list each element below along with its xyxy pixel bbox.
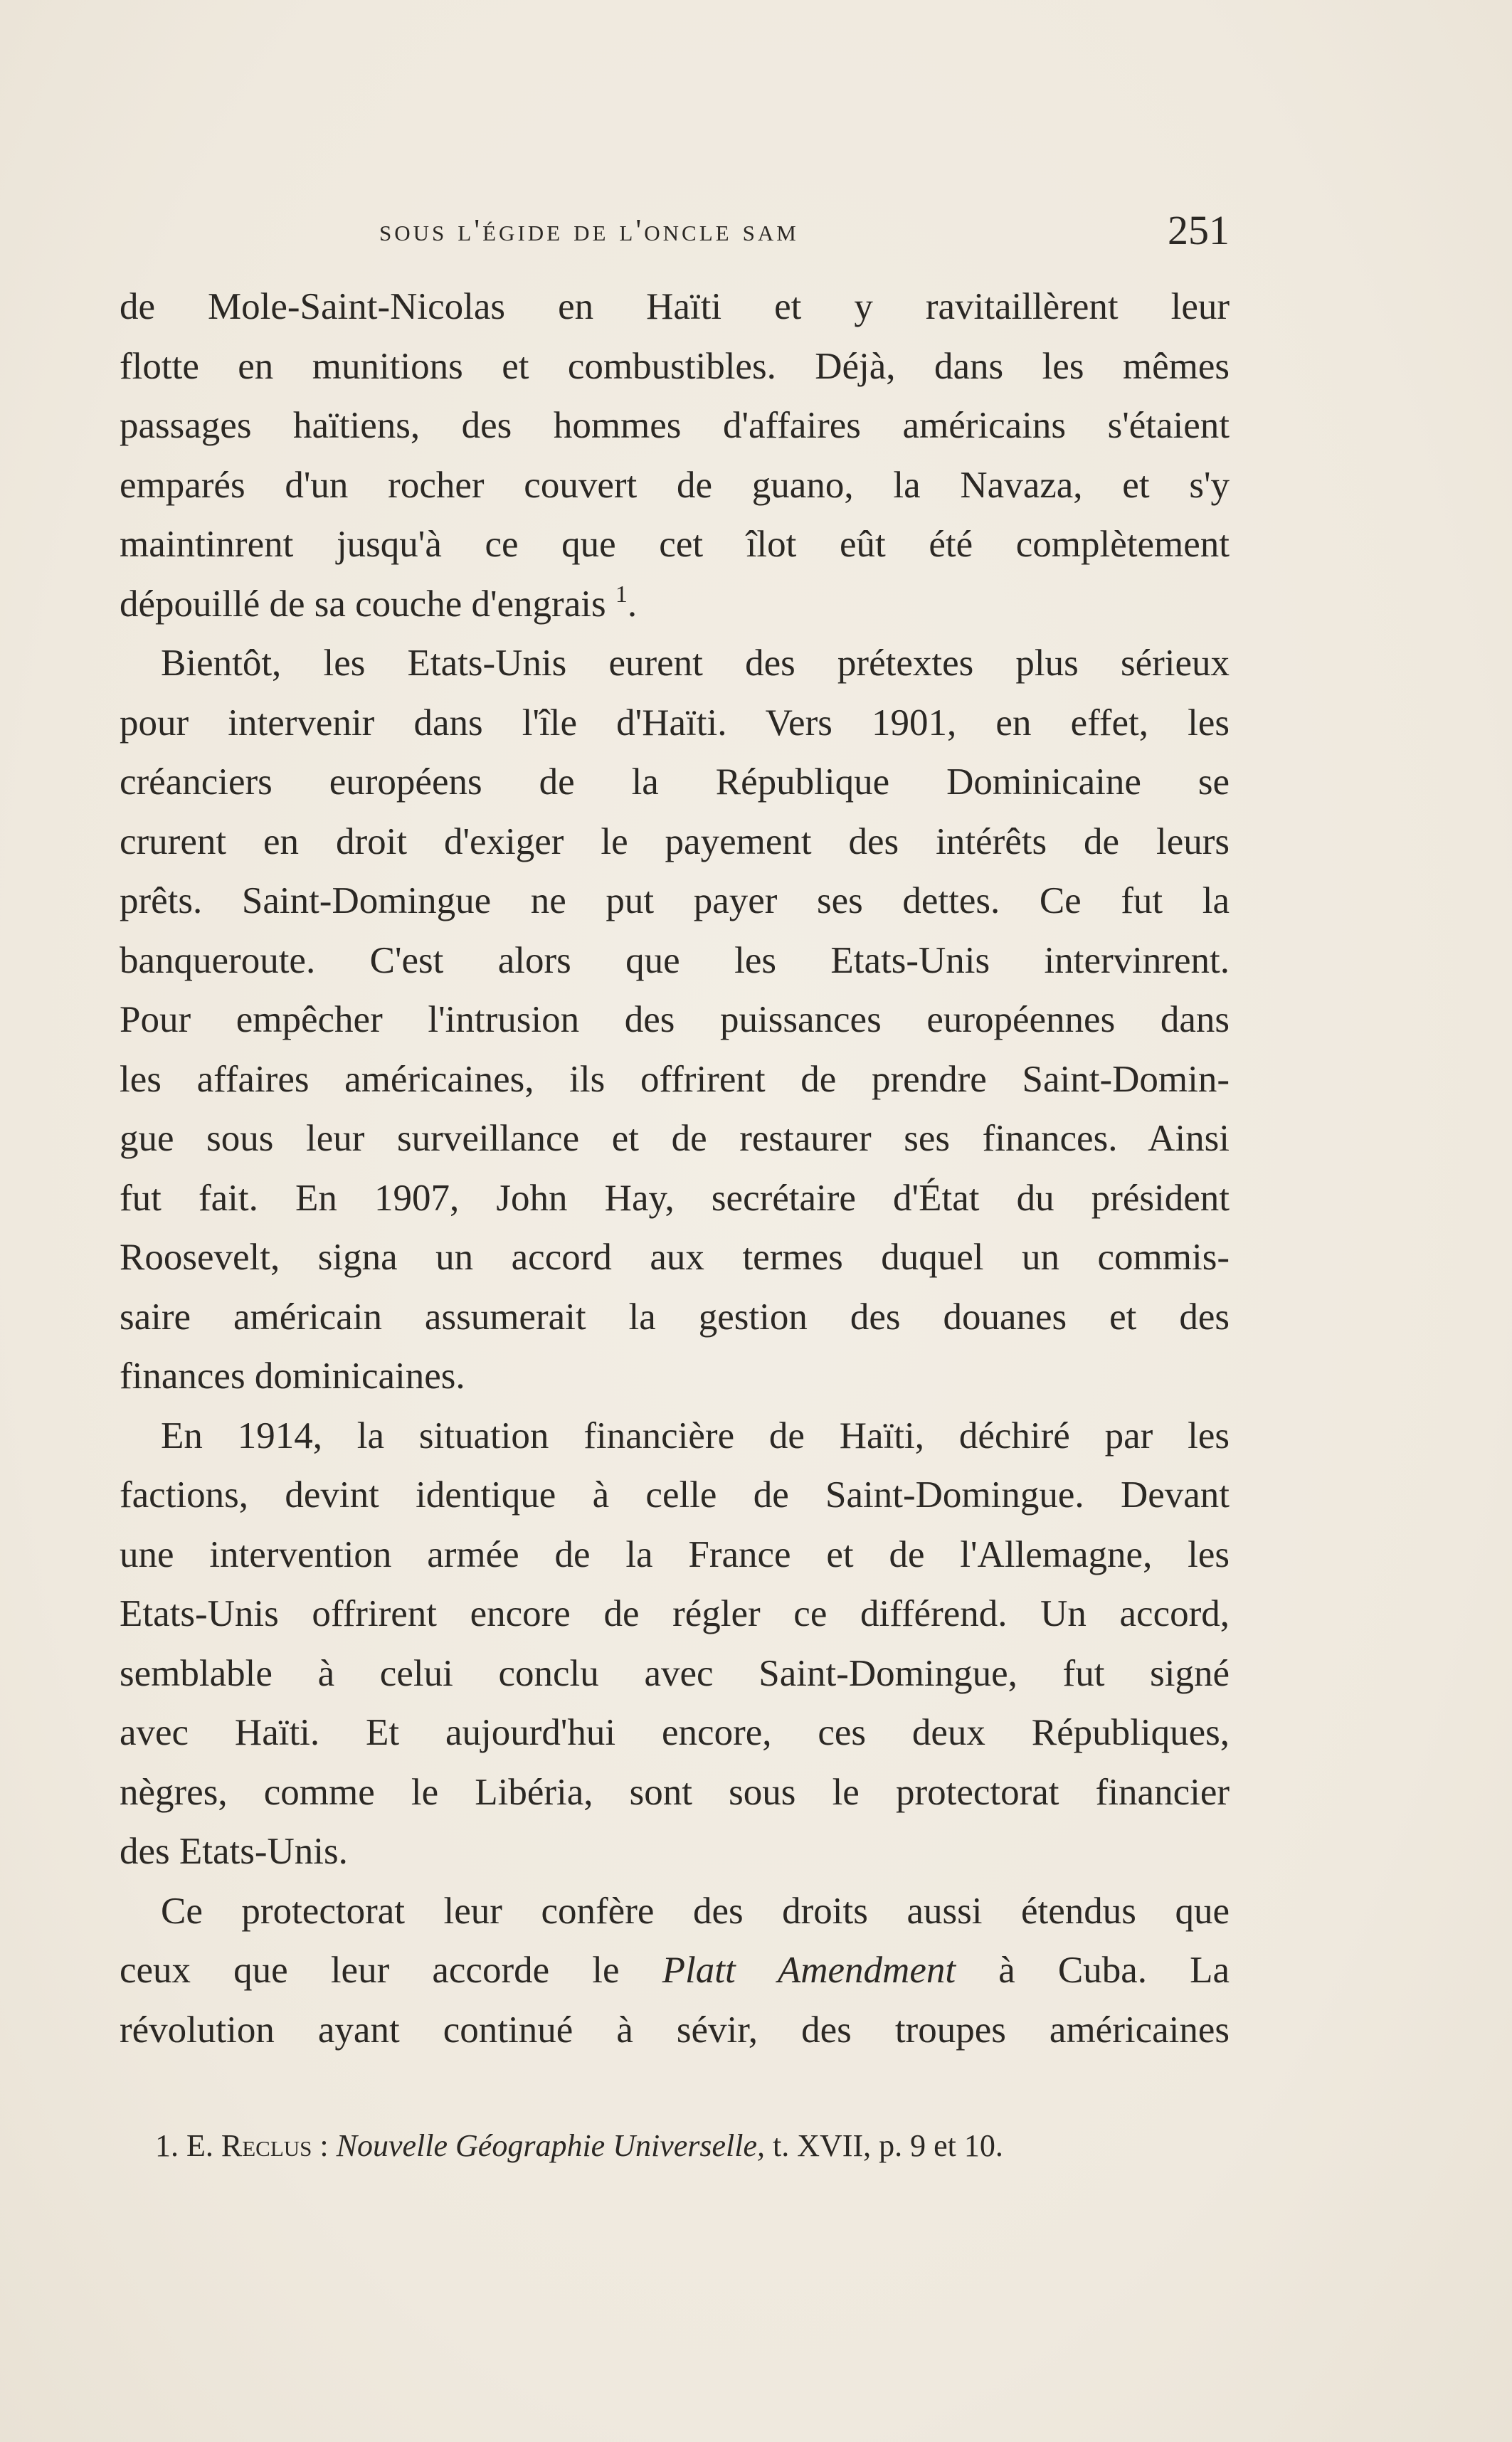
- text-line-part: dépouillé de sa couche d'engrais: [120, 583, 606, 625]
- text-line: Roosevelt, signa un accord aux termes duquel un commis-: [120, 1237, 1230, 1278]
- text-line-part: à Cuba. La: [998, 1950, 1230, 1991]
- text-line: de Mole-Saint-Nicolas en Haïti et y ravitaillèrent leur: [120, 286, 1230, 327]
- text-line: [120, 575, 1230, 635]
- running-title: sous l'égide de l'oncle sam: [379, 213, 799, 248]
- text-line: une intervention armée de la France et de l'Allemagne, les: [120, 1533, 1230, 1575]
- text-line-part: ceux que leur accorde le: [120, 1950, 620, 1991]
- text-line: avec Haïti. Et aujourd'hui encore, ces deux Républiques,: [120, 1712, 1230, 1753]
- page-number: 251: [1168, 207, 1230, 253]
- text-line: Bientôt, les Etats-Unis eurent des prétextes plus sérieux: [161, 643, 1230, 684]
- text-line: maintinrent jusqu'à ce que cet îlot eût été complètement: [120, 524, 1230, 565]
- footnote-reference: 1: [615, 581, 628, 608]
- text-line: finances dominicaines.: [120, 1355, 465, 1397]
- text-line: banqueroute. C'est alors que les Etats-Unis intervinrent.: [120, 939, 1230, 981]
- text-line: les affaires américaines, ils offrirent de prendre Saint-Domin-: [120, 1058, 1230, 1100]
- text-line: prêts. Saint-Domingue ne put payer ses dettes. Ce fut la: [120, 880, 1230, 921]
- text-line: Etats-Unis offrirent encore de régler ce différend. Un accord,: [120, 1593, 1230, 1634]
- text-line: pour intervenir dans l'île d'Haïti. Vers 1901, en effet, les: [120, 702, 1230, 744]
- text-line: passages haïtiens, des hommes d'affaires américains s'étaient: [120, 405, 1230, 446]
- text-line: En 1914, la situation financière de Haïti, déchiré par les: [161, 1415, 1230, 1457]
- text-line: nègres, comme le Libéria, sont sous le protectorat financier: [120, 1771, 1230, 1813]
- text-line: fut fait. En 1907, John Hay, secrétaire d'État du président: [120, 1177, 1230, 1219]
- text-line: gue sous leur surveillance et de restaurer ses finances. Ainsi: [120, 1118, 1230, 1159]
- text-line: emparés d'un rocher couvert de guano, la Navaza, et s'y: [120, 464, 1230, 506]
- text-line: factions, devint identique à celle de Saint-Domingue. Devant: [120, 1474, 1230, 1516]
- footnote-work-title: Nouvelle Géographie Universelle,: [336, 2128, 766, 2163]
- text-line: crurent en droit d'exiger le payement des intérêts de leurs: [120, 820, 1230, 862]
- running-header: [120, 206, 1230, 256]
- text-line: Ce protectorat leur confère des droits aussi étendus que: [161, 1890, 1230, 1932]
- text-line: flotte en munitions et combustibles. Déjà, dans les mêmes: [120, 345, 1230, 387]
- footnote-location: t. XVII, p. 9 et 10.: [765, 2128, 1003, 2163]
- text-line: saire américain assumerait la gestion des douanes et des: [120, 1296, 1230, 1338]
- text-line: créanciers européens de la République Dominicaine se: [120, 761, 1230, 803]
- footnote: [155, 2128, 1003, 2164]
- text-line: semblable à celui conclu avec Saint-Domingue, fut signé: [120, 1652, 1230, 1694]
- text-line: Pour empêcher l'intrusion des puissances européennes dans: [120, 999, 1230, 1040]
- footnote-separator: :: [312, 2128, 337, 2163]
- footnote-reference-period: .: [627, 583, 638, 625]
- body-text: [120, 278, 1230, 2060]
- footnote-number: 1.: [155, 2128, 179, 2163]
- text-line: [120, 1941, 1230, 2001]
- text-line: révolution ayant continué à sévir, des troupes américaines: [120, 2009, 1230, 2051]
- italic-term: Platt Amendment: [662, 1950, 956, 1991]
- footnote-author: E. Reclus: [186, 2128, 312, 2163]
- text-line: des Etats-Unis.: [120, 1831, 348, 1872]
